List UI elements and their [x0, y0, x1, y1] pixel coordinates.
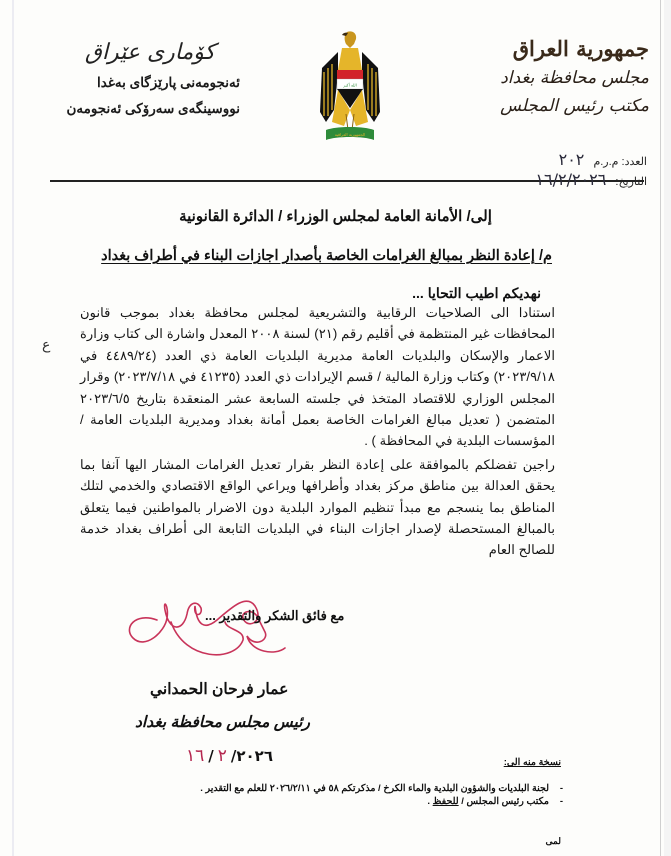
copies-item-text: لجنة البلديات والشؤون البلدية والماء الكرخ / مذكرتكم ٥٨ في ٢٠٢٦/٢/١١ للعلم مع التقدير . [200, 783, 549, 794]
reference-number-label: العدد: [621, 156, 647, 168]
scan-margin-right [664, 0, 671, 856]
signature-date-sep-2: / [230, 747, 237, 765]
letterhead-kurdish [60, 36, 240, 122]
reference-date-handwritten: ١٦/٢/٢٠٢٦ [535, 170, 607, 189]
body-paragraph-1: استنادا الى الصلاحيات الرقابية والتشريعية لمجلس محافظة بغداد بموجب قانون المحافظات غير المنتظمة في أقليم رقم (٢١) لسنة ٢٠٠٨ المعدل واشارة الى كتاب وزارة الاعمار والإسكان والبلديات العامة مديرية البلديات العامة ذي العدد (٤٤٨٩/٢٤ في ٢٠٢٣/٩/١٨) وكتاب وزارة المالية / قسم الإيرادات ذي العدد (٤١٢٣٥ في ٢٠٢٣/٧/١٨) وقرار المجلس الوزاري للاقتصاد المتخذ في جلسته السابعة عشر المنعقدة بتاريخ ٢٠٢٣/٦/٥ المتضمن ( تعديل مبالغ الغرامات الخاصة بعمل أمانة بغداد ومديرية البلديات العامة / المؤسسات البلدية في المحافظة ) . [80, 305, 555, 449]
addressee-line: إلى/ الأمانة العامة لمجلس الوزراء / الدائرة القانونية [179, 208, 492, 225]
body-paragraph-2: راجين تفضلكم بالموافقة على إعادة النظر بقرار تعديل الغرامات المشار اليها آنفا بما يحقق العدالة بين مناطق مركز بغداد وأطرافها ويراعي الواقع الاقتصادي والخدمي لتلك المناطق بما ينسجم مع مبدأ تنظيم الموارد البلدية دون الاضرار بالمواطنين فيما يتعلق بالمبالغ المستحصلة لإصدار اجازات البناء في البلديات التابعة الى أطراف بغداد خدمة للصالح العام [80, 456, 555, 558]
copies-item [200, 795, 563, 808]
eagle-body [338, 48, 362, 70]
reference-number-handwritten: ٢٠٢ [558, 150, 585, 169]
signer-name: عمار فرحان الحمداني [150, 681, 289, 698]
letterhead-office-kurdish: نووسینگەی سەرۆکی ئەنجومەن [66, 101, 240, 116]
reference-date-row [535, 170, 647, 190]
copies-list [200, 782, 563, 808]
signature-date-sep-1: / [208, 747, 214, 765]
subject-container [101, 245, 552, 264]
typist-initials: لمى [545, 836, 561, 846]
scroll-text: الجمهورية العراقية [334, 132, 366, 137]
closing-line: مع فائق الشكر والتقدير ... [205, 608, 345, 623]
signature-date [182, 746, 273, 766]
letterhead-council-kurdish: ئەنجومەنی پارێزگای بەغدا [96, 75, 240, 90]
signature-date-day: ١٦ [186, 746, 205, 766]
iraq-coat-of-arms-eagle-icon [318, 30, 382, 148]
scan-edge-left [12, 0, 14, 856]
copies-item-underlined: للحفظ [432, 796, 459, 807]
reference-block [535, 150, 647, 190]
letterhead-country-kurdish: کۆماری عێراق [84, 40, 216, 65]
subject-line: م/ إعادة النظر بمبالغ الغرامات الخاصة بأصدار اجازات البناء في أطراف بغداد [101, 248, 552, 264]
signature-date-year: ٢٠٢٦ [236, 747, 273, 765]
letterhead-arabic [449, 34, 649, 120]
handwritten-signature [115, 592, 295, 672]
copies-item-suffix: . [427, 796, 433, 807]
scan-edge-right [660, 0, 661, 856]
greeting: نهديكم اطيب التحايا ... [412, 285, 541, 301]
letter-body [80, 302, 555, 561]
margin-annotation: ع [42, 337, 51, 353]
letterhead-office-arabic: مكتب رئيس المجلس [500, 96, 649, 116]
reference-date-label: التاريخ: [615, 176, 647, 188]
reference-number-prefix: م.ر.م [593, 156, 619, 168]
shield-red [337, 70, 363, 79]
copies-label: نسخة منه الى: [503, 757, 561, 768]
shield-text: الله أكبر [343, 82, 357, 88]
reference-number-row [535, 150, 647, 170]
signer-title: رئيس مجلس محافظة بغداد [135, 714, 310, 731]
letterhead-country-arabic: جمهورية العراق [512, 36, 649, 61]
signature-date-month: ٢ [217, 746, 227, 766]
letterhead-council-arabic: مجلس محافظة بغداد [500, 68, 649, 88]
copies-item [200, 782, 563, 795]
copies-item-text: مكتب رئيس المجلس / [458, 796, 549, 807]
